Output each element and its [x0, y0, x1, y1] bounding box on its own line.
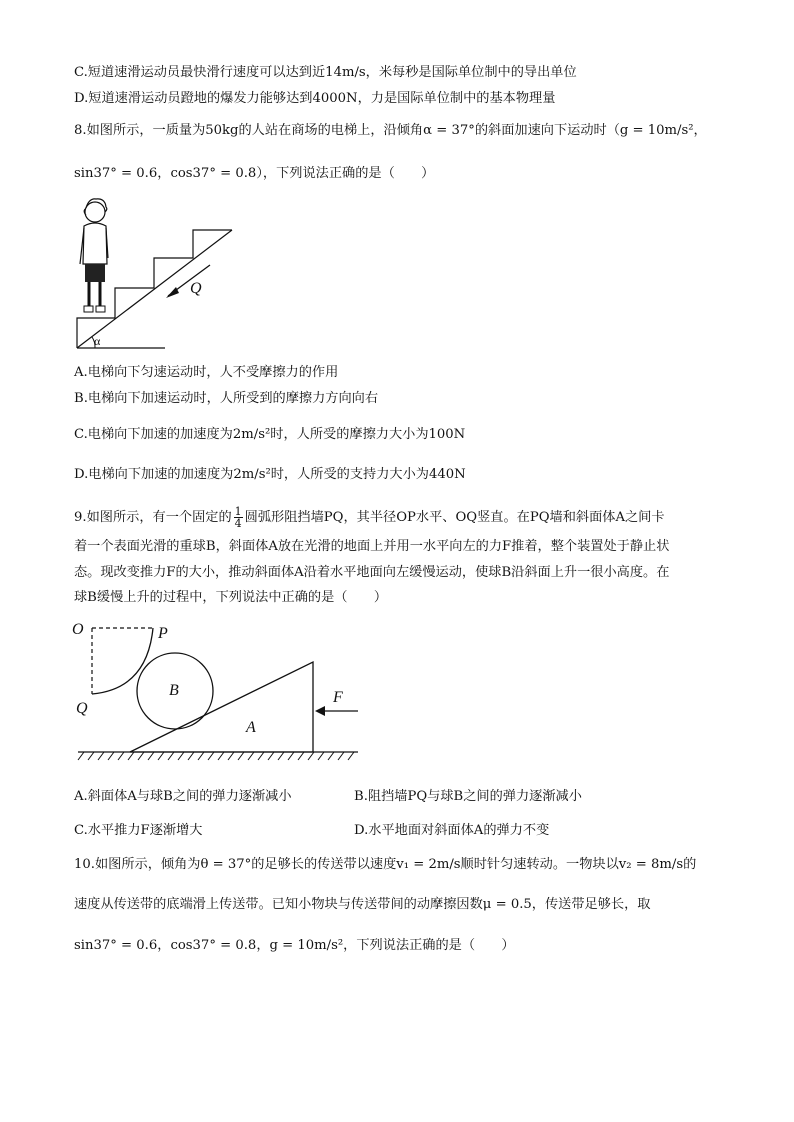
q9-q-label: Q: [76, 700, 88, 717]
quarter-fraction: [234, 506, 243, 529]
q7-option-c: C.短道速滑运动员最快滑行速度可以达到近14m/s，米每秒是国际单位制中的导出单位: [74, 65, 577, 80]
q8-option-c: C.电梯向下加速的加速度为2m/s²时，人所受的摩擦力大小为100N: [74, 427, 466, 442]
q9-p-label: P: [158, 625, 168, 642]
q10-stem-line-2: 速度从传送带的底端滑上传送带。已知小物块与传送带间的动摩擦因数μ = 0.5，传送带足够长，取: [74, 897, 651, 912]
q9-stem-line-3: 态。现改变推力F的大小，推动斜面体A沿着水平地面向左缓慢运动，使球B沿斜面上升一很小高度。在: [74, 565, 670, 580]
q9-stem-line-2: 着一个表面光滑的重球B，斜面体A放在光滑的地面上并用一水平向左的力F推着，整个装置处于静止状: [74, 539, 670, 554]
q8-q-label: Q: [190, 280, 202, 297]
q9-stem-line-4: 球B缓慢上升的过程中，下列说法中正确的是（ ）: [74, 590, 388, 605]
q8-alpha-label: α: [94, 334, 101, 348]
q8-option-b: B.电梯向下加速运动时，人所受到的摩擦力方向向右: [74, 391, 379, 406]
q9-f-label: F: [333, 689, 343, 706]
q9-b-label: B: [169, 682, 179, 699]
q9-o-label: O: [72, 621, 84, 638]
q9-option-c: C.水平推力F逐渐增大: [74, 823, 203, 838]
q9-stem-line-1-post: 圆弧形阻挡墙PQ，其半径OP水平、OQ竖直。在PQ墙和斜面体A之间卡: [244, 510, 665, 525]
q10-stem-line-3: sin37° = 0.6，cos37° = 0.8，g = 10m/s²，下列说法正确的是（ ）: [74, 938, 515, 953]
fraction-numerator: 1: [234, 505, 242, 518]
q8-option-a: A.电梯向下匀速运动时，人不受摩擦力的作用: [74, 365, 339, 380]
q9-option-d: D.水平地面对斜面体A的弹力不变: [354, 823, 550, 838]
q9-option-a: A.斜面体A与球B之间的弹力逐渐减小: [74, 789, 292, 804]
q8-option-d: D.电梯向下加速的加速度为2m/s²时，人所受的支持力大小为440N: [74, 467, 466, 482]
q8-stem-line-2: sin37° = 0.6，cos37° = 0.8），下列说法正确的是（ ）: [74, 166, 435, 181]
person-icon: [80, 199, 108, 312]
q9-option-b: B.阻挡墙PQ与球B之间的弹力逐渐减小: [354, 789, 582, 804]
q9-stem-line-1-pre: 9.如图所示，有一个固定的: [74, 510, 232, 525]
q8-escalator-figure: [70, 196, 245, 356]
q9-sphere-wedge-figure: [68, 612, 368, 767]
q10-stem-line-1: 10.如图所示，倾角为θ = 37°的足够长的传送带以速度v₁ = 2m/s顺时针匀速转动。一物块以v₂ = 8m/s的: [74, 857, 697, 872]
q9-a-label: A: [246, 719, 256, 736]
q7-option-d: D.短道速滑运动员蹬地的爆发力能够达到4000N，力是国际单位制中的基本物理量: [74, 91, 556, 106]
q8-stem-line-1: 8.如图所示，一质量为50kg的人站在商场的电梯上，沿倾角α = 37°的斜面加速向下运动时（g = 10m/s²，: [74, 123, 707, 138]
fraction-denominator: 4: [234, 517, 242, 530]
q9-stem-line-1: [74, 506, 665, 529]
